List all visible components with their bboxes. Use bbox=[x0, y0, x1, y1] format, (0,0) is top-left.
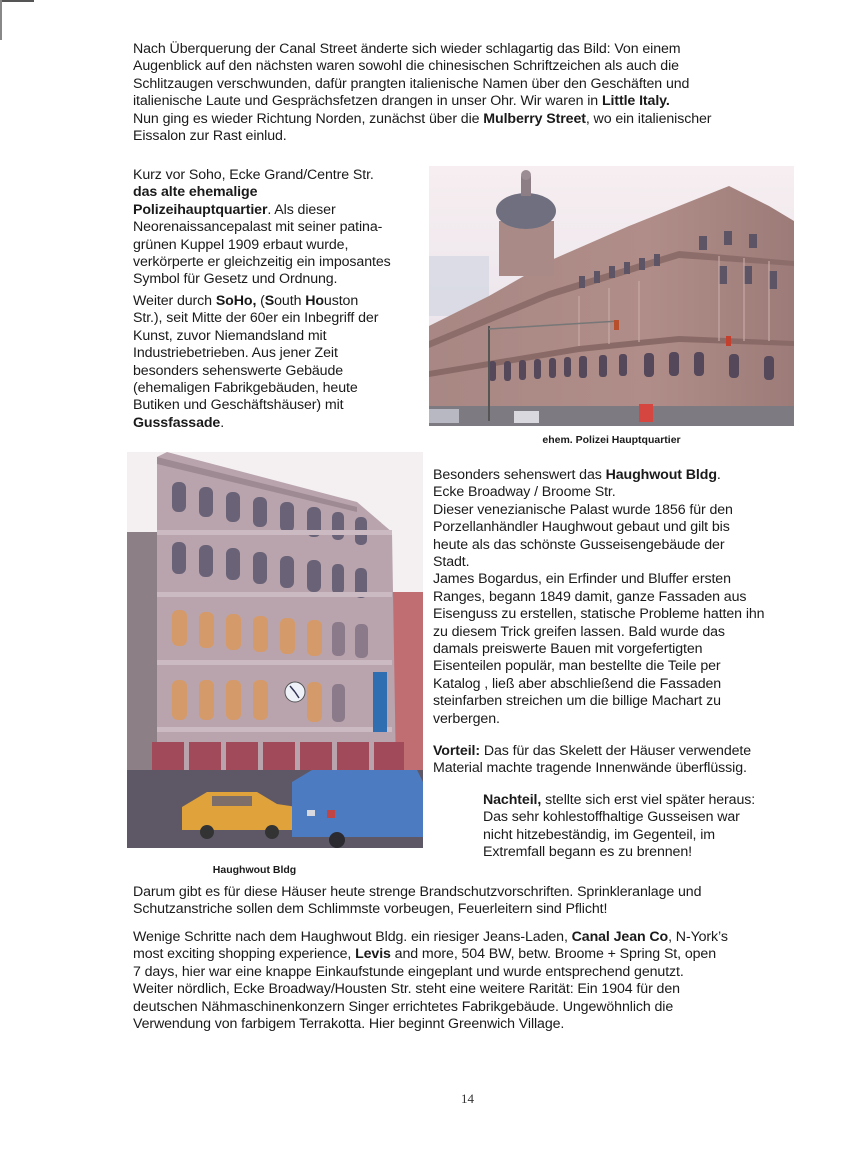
text: outh bbox=[274, 293, 306, 309]
text: . bbox=[220, 414, 225, 431]
text: Besonders sehenswert das bbox=[433, 467, 606, 483]
nachteil-line: Extremfall begann es zu brennen! bbox=[483, 844, 692, 861]
haughwout-line: steinfarben streichen um die billige Machart zu bbox=[433, 693, 721, 710]
vorteil-line: Material machte tragende Innenwände überflüssig. bbox=[433, 760, 747, 777]
bold-text: Ho bbox=[305, 293, 324, 309]
brandschutz-paragraph bbox=[133, 884, 823, 919]
police-photo-caption: ehem. Polizei Hauptquartier bbox=[542, 434, 681, 446]
text: Weiter durch bbox=[133, 293, 216, 309]
vorteil-label: Vorteil: bbox=[433, 743, 481, 759]
text: . Als dieser bbox=[267, 201, 336, 218]
brandschutz-line: Darum gibt es für diese Häuser heute strenge Brandschutzvorschriften. Sprinkleranlage und bbox=[133, 884, 702, 900]
haughwout-line bbox=[433, 467, 813, 484]
text: , wo ein italienischer bbox=[585, 110, 712, 127]
text: most exciting shopping experience, bbox=[133, 946, 356, 963]
bold-text: Levis bbox=[355, 946, 391, 963]
scan-corner-mark bbox=[0, 0, 34, 2]
canal-line: Verwendung von farbigem Terrakotta. Hier beginnt Greenwich Village. bbox=[133, 1016, 565, 1033]
haughwout-line: Stadt. bbox=[433, 554, 470, 571]
canal-line bbox=[133, 946, 833, 963]
haughwout-line: heute als das schönste Gusseisengebäude der bbox=[433, 536, 725, 553]
police-line: Symbol für Gesetz und Ordnung. bbox=[133, 271, 338, 288]
bold-text: das alte ehemalige bbox=[133, 184, 258, 201]
bold-text: Haughwout Bldg bbox=[605, 467, 717, 483]
text: . bbox=[716, 467, 721, 483]
canal-line bbox=[133, 929, 833, 946]
police-headquarters-photo bbox=[429, 166, 794, 426]
text: Wenige Schritte nach dem Haughwout Bldg. ein riesiger Jeans-Laden, bbox=[133, 929, 572, 945]
haughwout-line: zu diesem Trick greifen lassen. Bald wurde das bbox=[433, 623, 725, 640]
text: , N-York’s bbox=[668, 929, 728, 945]
haughwout-building-photo bbox=[127, 452, 423, 848]
intro-line: Nach Überquerung der Canal Street änderte sich wieder schlagartig das Bild: Von einem bbox=[133, 41, 681, 57]
haughwout-line: Eisenteilen populär, man bestellte die Teile per bbox=[433, 658, 721, 675]
soho-line: Butiken und Geschäftshäuser) mit bbox=[133, 397, 344, 414]
intro-line: Schlitzaugen verschwunden, dafür prangten italienische Namen über den Geschäften und bbox=[133, 75, 690, 92]
soho-line: besonders sehenswerte Gebäude bbox=[133, 362, 344, 379]
bold-text: Polizeihauptquartier bbox=[133, 201, 268, 218]
police-line: verkörperte er gleichzeitig ein imposantes bbox=[133, 254, 391, 271]
nachteil-label: Nachteil, bbox=[483, 792, 542, 808]
haughwout-line: James Bogardus, ein Erfinder und Bluffer ersten bbox=[433, 571, 731, 588]
brandschutz-line: Schutzanstriche sollen dem Schlimmste vorbeugen, Feuerleitern sind Pflicht! bbox=[133, 901, 608, 918]
soho-line: Str.), seit Mitte der 60er ein Inbegriff der bbox=[133, 310, 379, 327]
text: Nun ging es wieder Richtung Norden, zunächst über die bbox=[133, 110, 484, 127]
place-name-little-italy: Little Italy. bbox=[601, 93, 670, 110]
vorteil-line bbox=[433, 743, 813, 760]
text: ( bbox=[256, 293, 265, 309]
text: Das für das Skelett der Häuser verwendete bbox=[480, 743, 752, 759]
nachteil-line: nicht hitzebeständig, im Gegenteil, im bbox=[483, 826, 715, 843]
nachteil-line bbox=[483, 792, 813, 809]
place-name-mulberry-street: Mulberry Street bbox=[483, 110, 586, 127]
canal-jean-paragraph bbox=[133, 929, 833, 1033]
haughwout-line: verbergen. bbox=[433, 710, 500, 727]
soho-line bbox=[133, 415, 428, 432]
text: italienische Laute und Gesprächsfetzen drangen in unser Ohr. Wir waren in bbox=[133, 93, 602, 110]
soho-line bbox=[133, 293, 428, 310]
haughwout-line: Ranges, begann 1849 damit, ganze Fassaden aus bbox=[433, 588, 747, 605]
haughwout-photo-caption: Haughwout Bldg bbox=[212, 864, 297, 876]
intro-line bbox=[133, 93, 813, 110]
police-line: Neorenaissancepalast mit seiner patina- bbox=[133, 219, 383, 236]
haughwout-line: Eisenguss zu erstellen, statische Probleme hatten ihn bbox=[433, 606, 765, 623]
intro-line: Augenblick auf den nächsten waren sowohl die chinesischen Schriftzeichen als auch die bbox=[133, 58, 679, 75]
haughwout-line: Porzellanhändler Haughwout gebaut und gilt bis bbox=[433, 519, 730, 536]
police-line: grünen Kuppel 1909 erbaut wurde, bbox=[133, 236, 349, 253]
police-line bbox=[133, 184, 428, 201]
nachteil-paragraph bbox=[483, 792, 813, 862]
soho-line: Industriebetrieben. Aus jener Zeit bbox=[133, 345, 338, 362]
canal-line: deutschen Nähmaschinenkonzern Singer errichtetes Fabrikgebäude. Ungewöhnlich die bbox=[133, 998, 674, 1015]
canal-line: 7 days, hier war eine knappe Einkaufstunde eingeplant und wurde entsprechend genutzt. bbox=[133, 963, 684, 980]
text: uston bbox=[323, 293, 359, 309]
soho-paragraph bbox=[133, 293, 428, 432]
vorteil-paragraph bbox=[433, 743, 813, 778]
soho-line: Kunst, zuvor Niemandsland mit bbox=[133, 327, 327, 344]
soho-line: (ehemaligen Fabrikgebäuden, heute bbox=[133, 380, 358, 397]
intro-line: Eissalon zur Rast einlud. bbox=[133, 128, 287, 145]
page-number: 14 bbox=[461, 1091, 474, 1106]
haughwout-paragraph bbox=[433, 467, 813, 728]
haughwout-line: Katalog , ließ aber abschließend die Fassaden bbox=[433, 675, 722, 692]
police-line bbox=[133, 202, 428, 219]
haughwout-line: damals preiswerte Bauen mit vorgefertigten bbox=[433, 641, 703, 658]
text: and more, 504 BW, betw. Broome + Spring St, open bbox=[390, 946, 716, 963]
police-line: Kurz vor Soho, Ecke Grand/Centre Str. bbox=[133, 167, 374, 183]
text: stellte sich erst viel später heraus: bbox=[541, 792, 756, 808]
haughwout-line: Dieser venezianische Palast wurde 1856 für den bbox=[433, 501, 733, 518]
bold-text: SoHo, bbox=[215, 293, 257, 309]
haughwout-line: Ecke Broadway / Broome Str. bbox=[433, 484, 616, 501]
bold-text: S bbox=[264, 293, 275, 309]
intro-paragraph bbox=[133, 41, 813, 145]
bold-text: Canal Jean Co bbox=[571, 929, 669, 945]
scan-corner-mark-vertical bbox=[0, 0, 2, 40]
intro-line bbox=[133, 111, 813, 128]
police-paragraph bbox=[133, 167, 428, 289]
nachteil-line: Das sehr kohlestoffhaltige Gusseisen war bbox=[483, 809, 740, 826]
bold-text: Gussfassade bbox=[133, 414, 221, 431]
canal-line: Weiter nördlich, Ecke Broadway/Housten Str. steht eine weitere Rarität: Ein 1904 für den bbox=[133, 981, 680, 998]
